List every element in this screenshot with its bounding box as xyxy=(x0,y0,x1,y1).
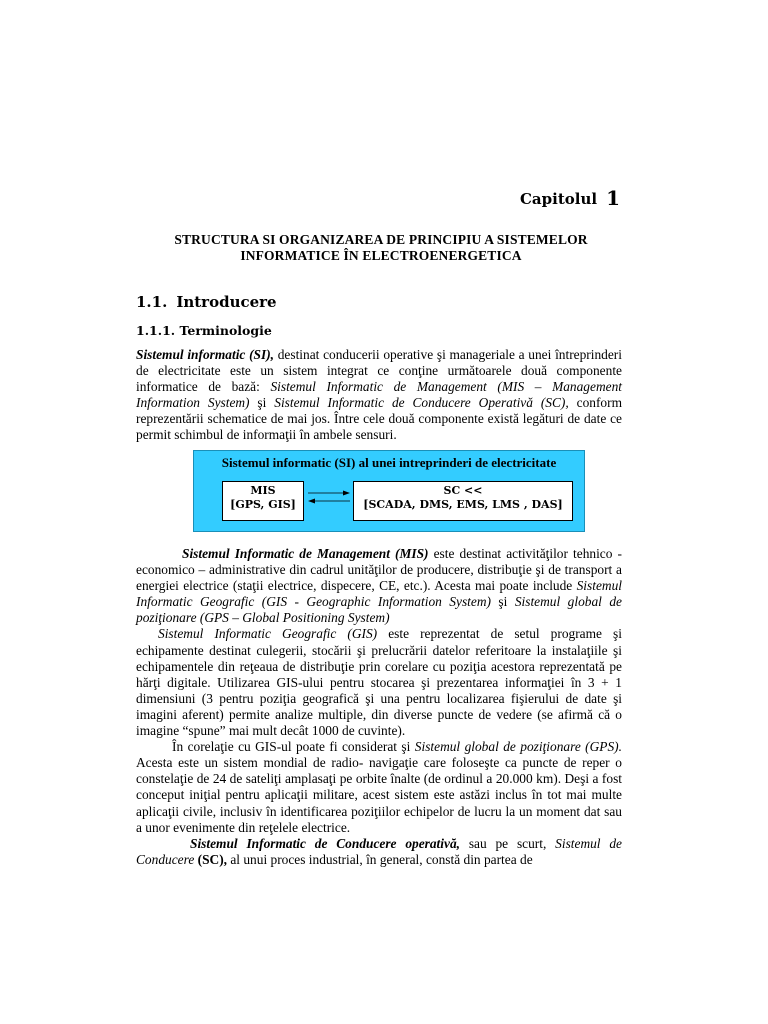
chapter-heading xyxy=(520,186,620,210)
paragraph-gis xyxy=(136,626,622,739)
sc-components: [SCADA, DMS, EMS, LMS , DAS] xyxy=(363,498,563,511)
paragraph-text: destinat conducerii operative şi manageriale a unei întreprinderi de electricitate este un sistem integrat ce conţine următoarele două componente informatice de bază: xyxy=(136,347,622,395)
paragraph-si-definition xyxy=(136,347,622,444)
chapter-title xyxy=(136,232,626,264)
paragraph-text: În corelaţie cu GIS-ul poate fi considerat şi xyxy=(172,739,415,755)
chapter-title-line-2: INFORMATICE ÎN ELECTROENERGETICA xyxy=(240,248,522,263)
mis-box xyxy=(222,481,304,521)
diagram-title: Sistemul informatic (SI) al unei intreprinderi de electricitate xyxy=(221,455,557,470)
subsection-heading: 1.1.1. Terminologie xyxy=(136,323,272,338)
chapter-word: Capitolul xyxy=(519,190,598,208)
chapter-title-line-1: STRUCTURA SI ORGANIZAREA DE PRINCIPIU A SISTEMELOR xyxy=(174,232,588,247)
paragraph-text: sau pe scurt, xyxy=(460,835,556,851)
paragraph-text: şi xyxy=(249,395,275,411)
term-mis: Sistemul Informatic de Management (MIS – Management Information System) xyxy=(136,379,622,411)
term-mis-bold: Sistemul Informatic de Management (MIS) xyxy=(182,546,429,561)
paragraph-mis xyxy=(136,546,622,626)
term-gis-italic: Sistemul Informatic Geografic (GIS) xyxy=(158,626,378,642)
term-sc-abbrev: (SC), xyxy=(194,851,227,867)
sc-box xyxy=(353,481,573,521)
section-title: Introducere xyxy=(176,293,277,311)
body-text xyxy=(136,546,622,868)
paragraph-text: Acesta este un sistem mondial de radio- navigaţie care foloseşte ca puncte de reper o constelaţie de 24 de sateliţi amplasaţi pe orbite înalte (de ordinul a 20.000 km). Deşi a fost conceput iniţial pentru aplicaţii militare, acest sistem este astăzi inclus în tot mai multe aplicaţii civile, inclusiv în identificarea poziţiilor echipelor de lucru la un moment dat sau a unor evenimente din reţelele electrice. xyxy=(136,755,622,835)
mis-label: MIS xyxy=(250,484,276,497)
mis-components: [GPS, GIS] xyxy=(230,498,296,511)
term-sc: Sistemul Informatic de Conducere Operativă (SC), xyxy=(274,395,569,411)
sc-label: SC << xyxy=(443,484,483,497)
si-diagram xyxy=(193,450,585,532)
term-gps-italic: Sistemul global de poziţionare (GPS). xyxy=(414,739,622,755)
paragraph-text: al unui proces industrial, în general, constă din partea de xyxy=(227,851,533,867)
bidirectional-arrows-icon xyxy=(306,489,352,505)
term-si: Sistemul informatic (SI), xyxy=(136,347,275,362)
section-number: 1.1. xyxy=(136,293,168,311)
term-sc-italic: Sistemul de Conducere xyxy=(136,835,622,867)
paragraph-sc xyxy=(136,836,622,868)
chapter-number: 1 xyxy=(606,186,620,210)
paragraph-text: conform reprezentării schematice de mai jos. Între cele două componente există legături de date ce permit schimbul de informaţii în ambele sensuri. xyxy=(136,395,622,443)
term-gis: Sistemul Informatic Geografic (GIS - Geographic Information System) xyxy=(136,578,622,610)
paragraph-text: este destinat activităţilor tehnico - economico – administrative din cadrul unităţilor de producere, distribuţie şi de transport a energiei electrice (staţii electrice, dispecere, CE, etc.). Acesta mai poate include xyxy=(136,546,622,594)
paragraph-gps xyxy=(136,739,622,836)
term-sc-bold: Sistemul Informatic de Conducere operativă, xyxy=(190,835,460,851)
paragraph-text: şi xyxy=(490,594,515,610)
term-gps: Sistemul global de poziţionare (GPS – Global Positioning System) xyxy=(136,594,622,626)
paragraph-text: este reprezentat de setul programe şi echipamente destinat culegerii, stocării şi prelucrării datelor referitoare la instalaţiile şi echipamentele din reţeaua de distribuţie prin corelare cu poziţia acestora reprezentată pe hărţi digitale. Utilizarea GIS-ului pentru stocarea şi prezentarea informaţiei în 3 + 1 dimensiuni (3 pentru poziţia geografică şi una pentru localizarea fişierului de date şi imagini aferent) permite analize multiple, din diverse puncte de vedere (se afirmă că o imagine “spune” mai mult decât 1000 de cuvinte). xyxy=(136,626,622,739)
section-heading xyxy=(136,293,277,311)
